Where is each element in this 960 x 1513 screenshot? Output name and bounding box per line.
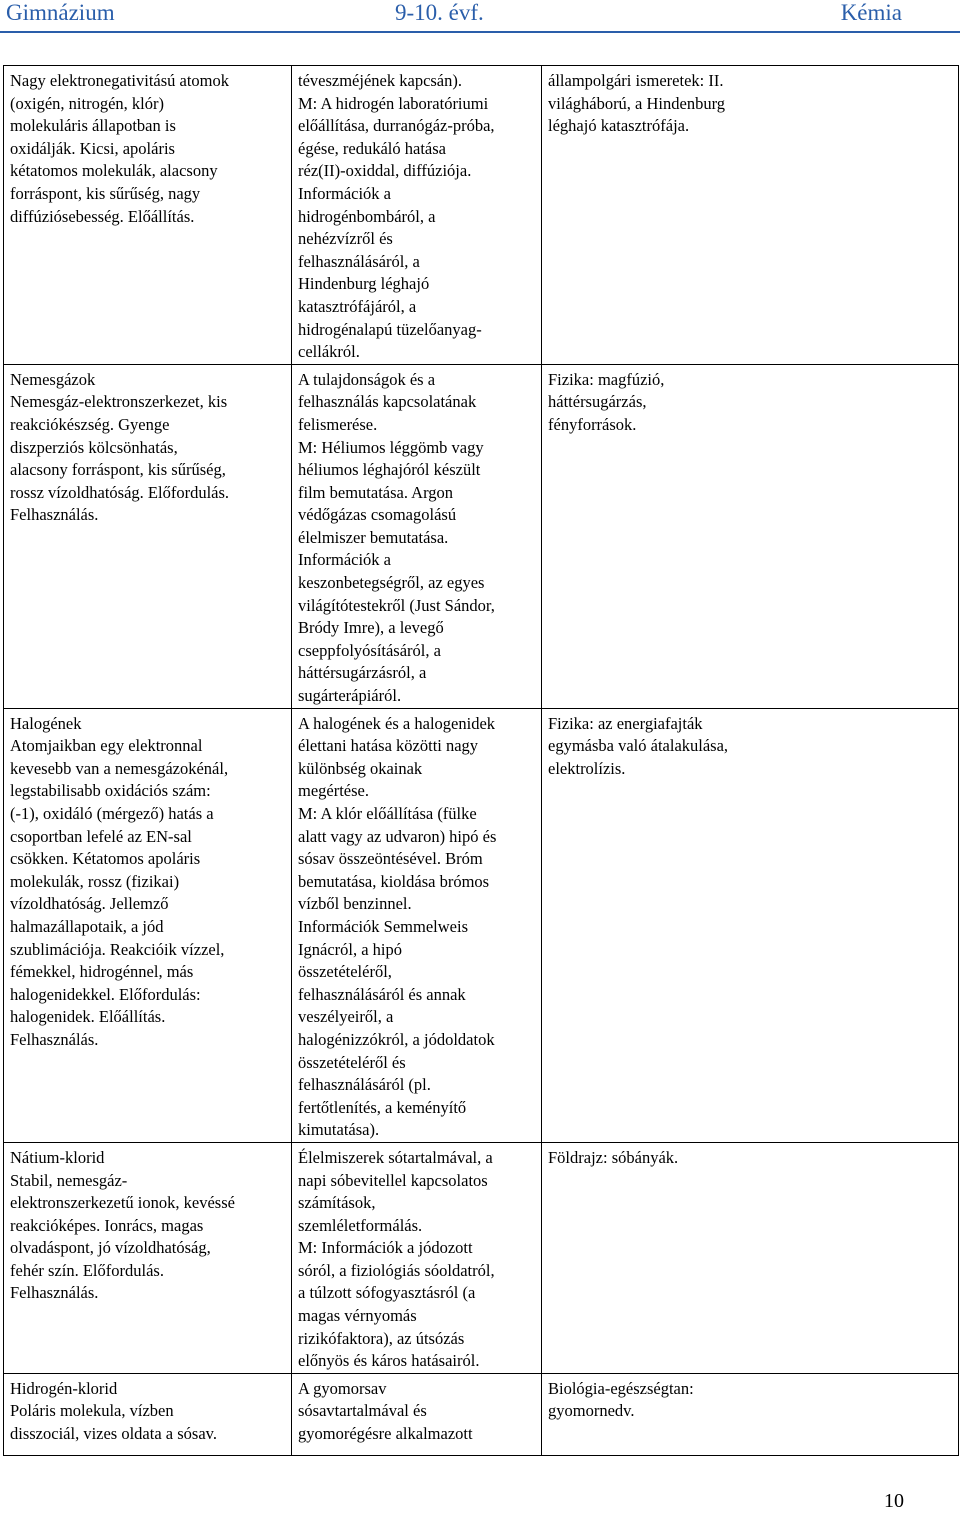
- content-cell: Nátium-klorid Stabil, nemesgáz- elektronszerkezetű ionok, kevéssé reakcióképes. Ionrács, magas olvadáspont, jó vízoldhatóság, fehér szín. Előfordulás. Felhasználás.: [4, 1142, 292, 1373]
- content-cell: Nagy elektronegativitású atomok (oxigén, nitrogén, klór) molekuláris állapotban is oxidálják. Kicsi, apoláris kétatomos molekulák, alacsony forráspont, kis sűrűség, nagy diffúziósebesség. Előállítás.: [4, 66, 292, 365]
- curriculum-table: [3, 65, 959, 1456]
- content-cell: Hidrogén-klorid Poláris molekula, vízben disszociál, vizes oldata a sósav.: [4, 1373, 292, 1455]
- page-number: 10: [884, 1490, 904, 1512]
- table-row: [4, 66, 959, 365]
- activity-cell: téveszméjének kapcsán). M: A hidrogén laboratóriumi előállítása, durranógáz-próba, égése, redukáló hatása réz(II)-oxiddal, diffúziója. Információk a hidrogénbombáról, a nehézvízről és felhasználásáról, a Hindenburg léghajó katasztrófájáról, a hidrogénalapú tüzelőanyag- cellákról.: [292, 66, 542, 365]
- connection-cell: állampolgári ismeretek: II. világháború, a Hindenburg léghajó katasztrófája.: [542, 66, 959, 365]
- header-subject: Kémia: [840, 0, 902, 25]
- content-cell: Halogének Atomjaikban egy elektronnal kevesebb van a nemesgázokénál, legstabilisabb oxidációs szám: (-1), oxidáló (mérgező) hatás a csoportban lefelé az EN-sal csökken. Kétatomos apoláris molekulák, rossz (fizikai) vízoldhatóság. Jellemző halmazállapotaik, a jód szublimációja. Reakcióik vízzel, fémekkel, hidrogénnel, más halogenidekkel. Előfordulás: halogenidek. Előállítás. Felhasználás.: [4, 708, 292, 1142]
- table-row: [4, 364, 959, 708]
- connection-cell: Földrajz: sóbányák.: [542, 1142, 959, 1373]
- table-row: [4, 1142, 959, 1373]
- connection-cell: Fizika: magfúzió, háttérsugárzás, fényforrások.: [542, 364, 959, 708]
- header-school: Gimnázium: [6, 0, 115, 25]
- header-grade: 9-10. évf.: [395, 0, 484, 25]
- activity-cell: A halogének és a halogenidek élettani hatása közötti nagy különbség okainak megértése. M: A klór előállítása (fülke alatt vagy az udvaron) hipó és sósav összeöntésével. Bróm bemutatása, kioldása brómos vízből benzinnel. Információk Semmelweis Ignácról, a hipó összetételéről, felhasználásáról és annak veszélyeiről, a halogénizzókról, a jódoldatok összetételéről és felhasználásáról (pl. fertőtlenítés, a keményítő kimutatása).: [292, 708, 542, 1142]
- header-rule: [0, 31, 960, 33]
- activity-cell: A gyomorsav sósavtartalmával és gyomorégésre alkalmazott: [292, 1373, 542, 1455]
- page-header: [0, 0, 960, 34]
- content-cell: Nemesgázok Nemesgáz-elektronszerkezet, kis reakciókészség. Gyenge diszperziós kölcsönhatás, alacsony forráspont, kis sűrűség, rossz vízoldhatóság. Előfordulás. Felhasználás.: [4, 364, 292, 708]
- table-row: [4, 708, 959, 1142]
- table-row: [4, 1373, 959, 1455]
- connection-cell: Biológia-egészségtan: gyomornedv.: [542, 1373, 959, 1455]
- activity-cell: Élelmiszerek sótartalmával, a napi sóbevitellel kapcsolatos számítások, szemléletformálás. M: Információk a jódozott sóról, a fiziológiás sóoldatról, a túlzott sófogyasztásról (a magas vérnyomás rizikófaktora), az útsózás előnyös és káros hatásairól.: [292, 1142, 542, 1373]
- activity-cell: A tulajdonságok és a felhasználás kapcsolatának felismerése. M: Héliumos léggömb vagy héliumos léghajóról készült film bemutatása. Argon védőgázas csomagolású élelmiszer bemutatása. Információk a keszonbetegségről, az egyes világítótestekről (Just Sándor, Bródy Imre), a levegő cseppfolyósításáról, a háttérsugárzásról, a sugárterápiáról.: [292, 364, 542, 708]
- connection-cell: Fizika: az energiafajták egymásba való átalakulása, elektrolízis.: [542, 708, 959, 1142]
